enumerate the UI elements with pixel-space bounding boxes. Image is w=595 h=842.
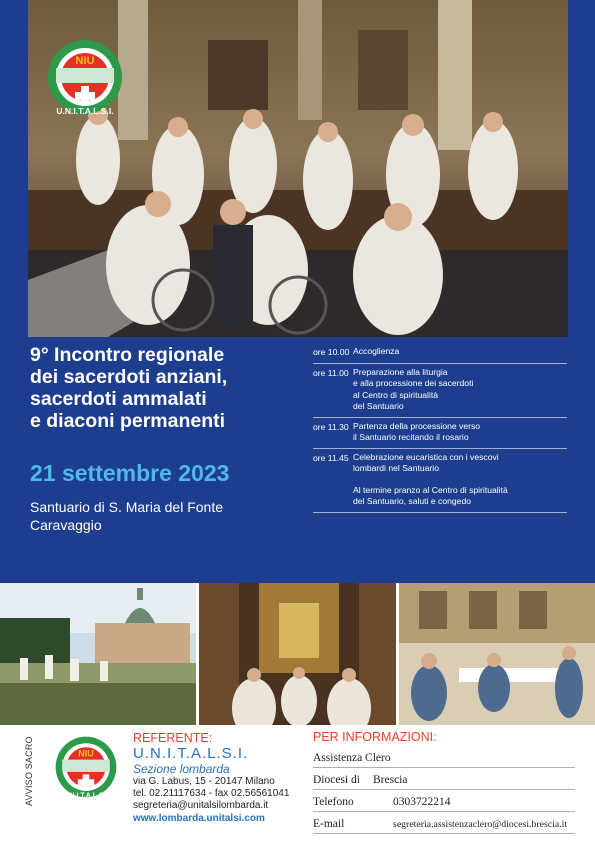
schedule-row bbox=[313, 418, 567, 449]
schedule-description bbox=[353, 452, 508, 508]
schedule-description bbox=[353, 367, 473, 413]
schedule-line: lombardi nel Santuario bbox=[353, 463, 439, 473]
info-row bbox=[313, 768, 575, 790]
title-line: e diaconi permanenti bbox=[30, 410, 226, 432]
footer-logo-ring-text: U.N.I.T.A.L.S.I. bbox=[62, 792, 110, 799]
schedule-table bbox=[313, 343, 567, 513]
info-assistenza: Assistenza Clero bbox=[313, 752, 391, 764]
referente-website[interactable]: www.lombarda.unitalsi.com bbox=[133, 813, 265, 824]
schedule-time: ore 11.30 bbox=[313, 421, 349, 432]
info-row bbox=[313, 790, 575, 812]
info-label: PER INFORMAZIONI: bbox=[313, 730, 437, 744]
schedule-line: Accoglienza bbox=[353, 346, 400, 356]
info-row bbox=[313, 746, 575, 768]
schedule-row bbox=[313, 449, 567, 513]
schedule-time: ore 10.00 bbox=[313, 347, 350, 357]
schedule-line: Partenza della processione verso bbox=[353, 420, 481, 431]
photo-sanctuary-exterior bbox=[0, 583, 196, 725]
info-phone-key: Telefono bbox=[313, 796, 354, 808]
schedule-description bbox=[353, 346, 399, 359]
schedule-line: Preparazione alla liturgia bbox=[353, 366, 448, 377]
schedule-row bbox=[313, 364, 567, 418]
title-line: sacerdoti ammalati bbox=[30, 388, 207, 410]
schedule-time: ore 11.00 bbox=[313, 367, 349, 378]
info-diocesi-key: Diocesi di bbox=[313, 774, 360, 786]
info-block bbox=[313, 730, 575, 834]
schedule-line: al Centro di spiritualità bbox=[353, 389, 439, 400]
info-diocesi-val: Brescia bbox=[373, 774, 408, 786]
photo-lunch-hall bbox=[399, 583, 595, 725]
unitalsi-logo bbox=[46, 38, 124, 116]
title-line: 9° Incontro regionale bbox=[30, 344, 225, 366]
info-email-key: E-mail bbox=[313, 818, 345, 830]
referente-label: REFERENTE: bbox=[133, 731, 213, 745]
event-venue bbox=[30, 498, 223, 534]
referente-email[interactable]: segreteria@unitalsilombarda.it bbox=[133, 800, 269, 811]
info-email-val[interactable]: segreteria.assistenzaclero@diocesi.brescia.it bbox=[393, 819, 568, 830]
schedule-line: del Santuario bbox=[353, 401, 404, 411]
logo-ring-text: U.N.I.T.A.L.S.I. bbox=[56, 106, 114, 116]
referente-block bbox=[133, 731, 289, 825]
schedule-row bbox=[313, 343, 567, 364]
schedule-line: il Santuario recitando il rosario bbox=[353, 432, 469, 442]
logo-top-text: NIU bbox=[75, 55, 95, 67]
schedule-line: Al termine pranzo al Centro di spiritualità bbox=[353, 484, 508, 495]
photo-mass-celebration bbox=[199, 583, 396, 725]
referente-address: via G. Labus, 15 - 20147 Milano bbox=[133, 776, 275, 787]
schedule-line: e alla processione dei sacerdoti bbox=[353, 378, 474, 388]
avviso-sacro-label: AVVISO SACRO bbox=[24, 736, 34, 806]
title-line: dei sacerdoti anziani, bbox=[30, 366, 228, 388]
schedule-gap bbox=[353, 475, 508, 485]
referente-phone: tel. 02.21117634 - fax 02.56561041 bbox=[133, 788, 290, 799]
info-row bbox=[313, 812, 575, 834]
event-date: 21 settembre 2023 bbox=[30, 460, 230, 486]
event-title bbox=[30, 344, 310, 432]
schedule-line: Celebrazione eucaristica con i vescovi bbox=[353, 451, 499, 462]
footer-logo-top-text: NIU bbox=[78, 748, 94, 759]
schedule-time: ore 11.45 bbox=[313, 452, 349, 463]
referente-org: U.N.I.T.A.L.S.I. bbox=[133, 745, 249, 762]
venue-line: Caravaggio bbox=[30, 517, 102, 533]
schedule-line: del Santuario, saluti e congedo bbox=[353, 496, 472, 506]
referente-section: Sezione lombarda bbox=[133, 762, 230, 776]
venue-line: Santuario di S. Maria del Fonte bbox=[30, 499, 223, 515]
unitalsi-footer-logo bbox=[54, 735, 118, 799]
schedule-description bbox=[353, 421, 480, 444]
info-phone-val: 0303722214 bbox=[393, 796, 451, 808]
